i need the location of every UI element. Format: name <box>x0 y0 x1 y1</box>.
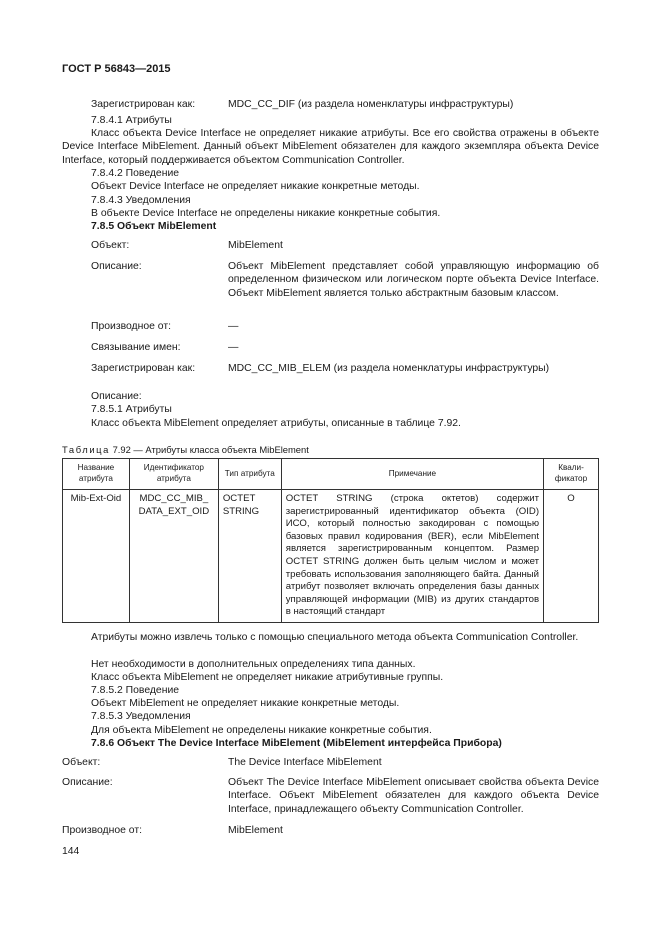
field-label: Описание: <box>62 777 113 788</box>
section-heading-7851: 7.8.5.1 Атрибуты <box>91 404 172 415</box>
field-value: The Device Interface MibElement <box>228 757 382 768</box>
field-value: Объект MibElement представляет собой управляющую информацию об определенном физическом или логическом порте объекта Device Interface. Объект MibElement является только абстрактным базовым классом. <box>228 261 599 299</box>
section-heading-785: 7.8.5 Объект MibElement <box>91 221 217 232</box>
paragraph-retrieval: Атрибуты можно извлечь только с помощью специального метода объекта Communication Controller. <box>91 632 579 643</box>
field-label: Производное от: <box>62 825 142 836</box>
field-label: Описание: <box>91 261 142 272</box>
section-heading-786: 7.8.6 Объект The Device Interface MibElement (MibElement интерфейса Прибора) <box>91 738 502 749</box>
field-label: Зарегистрирован как: <box>91 363 196 374</box>
section-heading-7842: 7.8.4.2 Поведение <box>91 168 180 179</box>
attribute-type-cell: OCTET STRING <box>218 490 281 623</box>
paragraph-7851: Класс объекта MibElement определяет атрибуты, описанные в таблице 7.92. <box>91 418 461 429</box>
table-caption <box>62 443 309 456</box>
field-value: — <box>228 321 239 332</box>
attribute-note-cell: OCTET STRING (строка октетов) содержит зарегистрированный идентификатор объекта (OID) ИСО, который полностью закодирован с помощью базовых правил кодирования (BER), если MibElement является зарегистрированным концептом. Размер OCTET STRING должен быть целым числом и может требовать использования заполняющего байта. Данный атрибут позволяет включать определения базы данных управляющей информации (MIB) из других стандартов в настоящий стандарт <box>281 490 543 623</box>
attribute-id-cell: MDC_CC_MIB_ DATA_EXT_OID <box>129 490 218 623</box>
column-header: Примечание <box>281 459 543 490</box>
field-label: Связывание имен: <box>91 342 181 353</box>
field-value: Объект The Device Interface MibElement описывает свойства объекта Device Interface. Объект MibElement обязателен для каждого объекта Device Interface, принадлежащего объекту Communication Controller. <box>228 777 599 815</box>
table-row <box>63 490 599 623</box>
paragraph-7852: Объект MibElement не определяет никакие конкретные методы. <box>91 698 400 709</box>
paragraph-datatypes: Нет необходимости в дополнительных определениях типа данных. <box>91 659 416 670</box>
field-label: Объект: <box>62 757 101 768</box>
document-page <box>62 0 599 935</box>
attribute-qualifier-cell: O <box>544 490 599 623</box>
page-number: 144 <box>62 846 80 857</box>
attributes-table <box>62 458 599 623</box>
attribute-name-cell: Mib-Ext-Oid <box>63 490 130 623</box>
column-header: Идентификатор атрибута <box>129 459 218 490</box>
paragraph-7842: Объект Device Interface не определяет никакие конкретные методы. <box>91 181 420 192</box>
field-label: Производное от: <box>91 321 171 332</box>
field-value: MibElement <box>228 240 283 251</box>
table-header-row <box>63 459 599 490</box>
column-header: Название атрибута <box>63 459 130 490</box>
description-label: Описание: <box>91 391 142 402</box>
field-value: MibElement <box>228 825 283 836</box>
table-caption-text: 7.92 — Атрибуты класса объекта MibElement <box>112 444 309 455</box>
table-caption-label: Таблица <box>62 444 110 455</box>
document-header: ГОСТ Р 56843—2015 <box>62 63 171 75</box>
field-label: Объект: <box>91 240 130 251</box>
field-value: — <box>228 342 239 353</box>
column-header: Квали-фикатор <box>544 459 599 490</box>
field-value: MDC_CC_DIF (из раздела номенклатуры инфраструктуры) <box>228 99 514 110</box>
section-heading-7843: 7.8.4.3 Уведомления <box>91 195 191 206</box>
paragraph-attribute-groups: Класс объекта MibElement не определяет никакие атрибутивные группы. <box>91 672 444 683</box>
section-heading-7853: 7.8.5.3 Уведомления <box>91 711 191 722</box>
paragraph-7841: Класс объекта Device Interface не определяет никакие атрибуты. Все его свойства отражены в объекте Device Interface MibElement. Данный объект MibElement обязателен для каждого экземпляра объекта Device Interface, который поддерживается объектом Communication Controller. <box>62 128 599 166</box>
field-label: Зарегистрирован как: <box>91 99 196 110</box>
section-heading-7852: 7.8.5.2 Поведение <box>91 685 180 696</box>
column-header: Тип атрибута <box>218 459 281 490</box>
section-heading-7841: 7.8.4.1 Атрибуты <box>91 115 172 126</box>
paragraph-7843: В объекте Device Interface не определены никакие конкретные события. <box>91 208 441 219</box>
field-value: MDC_CC_MIB_ELEM (из раздела номенклатуры инфраструктуры) <box>228 363 550 374</box>
paragraph-7853: Для объекта MibElement не определены никакие конкретные события. <box>91 725 432 736</box>
